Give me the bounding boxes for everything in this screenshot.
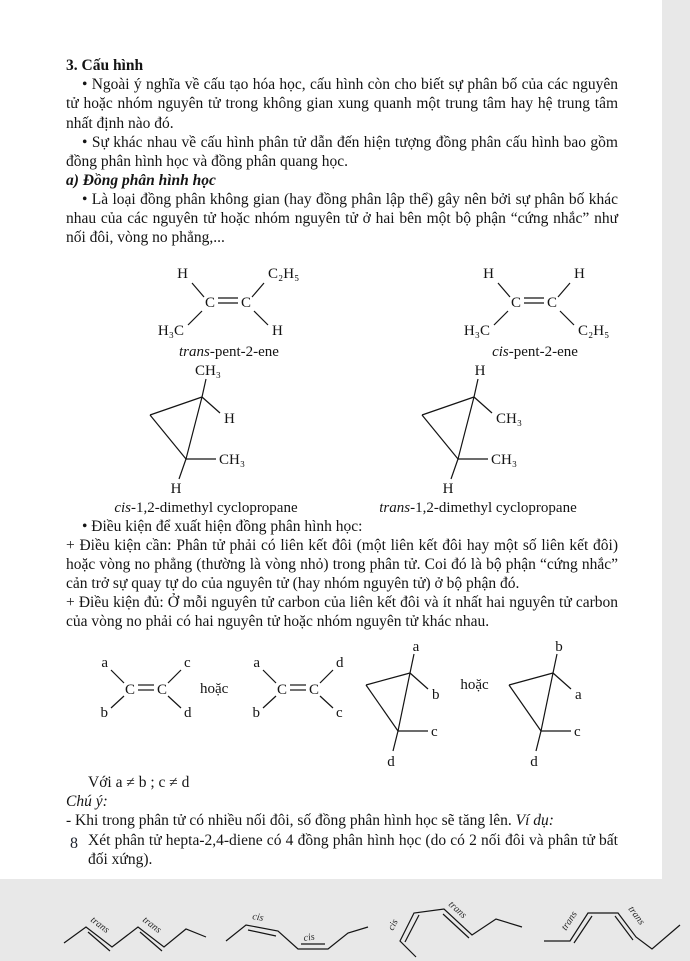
carbon-chain — [226, 925, 368, 949]
structure-diene-trans-trans — [60, 879, 210, 957]
double-bond — [140, 932, 162, 951]
atom-label: C — [240, 294, 252, 311]
bond — [393, 731, 398, 751]
bond — [179, 459, 186, 479]
figure-trans-pent-2-ene — [124, 251, 334, 361]
double-bond — [405, 915, 419, 942]
atom-label: H — [177, 265, 188, 282]
bond — [254, 311, 268, 325]
caption-trans-pent-2-ene: trans-pent-2-ene — [179, 343, 279, 360]
double-bond — [443, 914, 469, 938]
figure-row-pentene-isomers — [124, 251, 618, 361]
atom-label: H — [574, 265, 585, 282]
double-bond — [88, 932, 110, 951]
figure-row-generic-conditions — [82, 639, 618, 771]
figure-cis-dimethylcyclopropane — [96, 363, 316, 517]
substituent-condition: Với a ≠ b ; c ≠ d — [88, 774, 190, 792]
substituent-label: b — [554, 639, 563, 656]
atom-label: H — [483, 265, 494, 282]
substituent-label: d — [336, 655, 344, 672]
atom-label: C — [510, 294, 522, 311]
atom-label: CH₃ — [194, 362, 222, 379]
bond — [498, 283, 510, 297]
bond — [410, 654, 414, 673]
ring-bond — [150, 397, 202, 415]
atom-label: CH₃ — [219, 451, 246, 468]
double-bond — [248, 930, 276, 936]
atom-label: C₂H₅ — [578, 322, 610, 339]
structure-cis-pent-2-ene — [430, 251, 640, 341]
bond — [202, 379, 206, 397]
atom-label: H — [442, 480, 454, 497]
atom-label: C — [204, 294, 216, 311]
structure-trans-dimethylcyclopropane — [368, 363, 588, 497]
ring-bond — [150, 415, 186, 459]
atom-label: C₂H₅ — [268, 265, 300, 282]
structure-diene-cis-trans — [380, 879, 530, 961]
bond — [410, 673, 428, 689]
bond — [553, 654, 557, 673]
substituent-label: a — [412, 639, 420, 656]
bond — [451, 459, 458, 479]
figure-trans-dimethylcyclopropane — [368, 363, 588, 517]
bond — [553, 673, 571, 689]
ring-bond — [509, 685, 541, 731]
figure-cis-pent-2-ene — [430, 251, 640, 361]
atom-label: H — [224, 410, 235, 427]
bond — [474, 379, 478, 397]
bond — [494, 311, 508, 325]
ring-bond — [186, 397, 202, 459]
carbon-chain — [64, 927, 206, 947]
section-heading: 3. Cấu hình — [66, 57, 144, 74]
atom-label: C — [546, 294, 558, 311]
bond — [560, 311, 574, 325]
substituent-label: c — [431, 724, 438, 741]
ring-bond — [422, 415, 458, 459]
ring-bond — [366, 673, 410, 685]
paragraph-geometric-isomer-definition: • Là loại đồng phân không gian (hay đồng phân lập thể) gây nên bởi sự phân bố khác nhau của các nguyên tử hoặc nhóm nguyên tử ở hai bên một bộ phận “cứng nhắc” như nối đôi, vòng no phẳng,... — [66, 190, 618, 246]
bond — [111, 670, 124, 683]
bond — [188, 311, 202, 325]
substituent-label: a — [101, 655, 108, 672]
ring-bond — [509, 673, 553, 685]
bond — [168, 696, 181, 708]
ring-bond — [366, 685, 398, 731]
substituent-label: b — [252, 705, 261, 722]
caption-trans-dimethylcyclopropane: trans-1,2-dimethyl cyclopropane — [379, 499, 577, 516]
substituent-label: d — [529, 754, 538, 771]
bond — [168, 670, 181, 683]
caption-cis-dimethylcyclopropane: cis-1,2-dimethyl cyclopropane — [114, 499, 298, 516]
condition-intro: • Điều kiện để xuất hiện đồng phân hình học: — [82, 517, 363, 535]
note-label: Chú ý: — [66, 793, 108, 811]
bond-geometry-label: trans — [559, 909, 580, 933]
substituent-label: d — [387, 754, 396, 771]
atom-label: C — [124, 682, 136, 699]
substituent-label: a — [253, 655, 261, 672]
page-number: 8 — [70, 835, 78, 852]
substituent-label: b — [100, 705, 108, 722]
atom-label: C — [277, 682, 288, 699]
structure-generic-ring-1 — [352, 639, 454, 771]
atom-label: H — [474, 362, 486, 379]
substituent-label: c — [184, 655, 191, 672]
structure-generic-alkene-2 — [234, 639, 346, 731]
caption-cis-pent-2-ene: cis-pent-2-ene — [492, 343, 578, 360]
atom-label: CH₃ — [496, 410, 523, 427]
structure-cis-dimethylcyclopropane — [96, 363, 316, 497]
figure-row-heptadiene-isomers — [60, 879, 680, 961]
bond — [320, 670, 333, 683]
ring-bond — [422, 397, 474, 415]
ring-bond — [541, 673, 553, 731]
or-word: hoặc — [460, 677, 489, 694]
atom-label: H₃C — [157, 322, 184, 339]
bond — [263, 670, 276, 683]
condition-necessary: + Điều kiện cần: Phân tử phải có liên kết đôi (một liên kết đôi hay một số liên kết đôi) hoặc vòng no phẳng (thường là vòng nhỏ) trong phân tử. Coi đó là bộ phận “cứng nhắc” cản trở sự quay tự do của nguyên tử (hay nhóm nguyên tử) ở bộ phận đó. — [66, 537, 618, 593]
or-word: hoặc — [200, 681, 229, 698]
atom-label: C — [156, 682, 168, 699]
substituent-label: d — [184, 705, 192, 722]
ring-bond — [458, 397, 474, 459]
note-multiple-double-bonds: - Khi trong phân tử có nhiều nối đôi, số đồng phân hình học sẽ tăng lên. Ví dụ: — [66, 812, 554, 830]
substituent-label: a — [574, 687, 582, 704]
bond-geometry-label: cis — [385, 917, 401, 932]
figure-row-cyclopropane-isomers — [96, 363, 618, 517]
atom-label: H₃C — [463, 322, 490, 339]
bond-geometry-label: cis — [302, 931, 316, 944]
substituent-label: b — [432, 687, 440, 704]
bond-geometry-label: trans — [625, 903, 647, 927]
example-label: Ví dụ: — [515, 812, 554, 830]
bond — [320, 696, 333, 708]
double-bond — [615, 916, 633, 940]
condition-sufficient: + Điều kiện đủ: Ở mỗi nguyên tử carbon của liên kết đôi và ít nhất hai nguyên tử carbon của vòng no phải có hai nguyên tử hoặc nhóm nguyên tử khác nhau. — [66, 594, 618, 631]
bond-geometry-label: trans — [88, 914, 112, 936]
note-hepta-diene-example: Xét phân tử hepta-2,4-diene có 4 đồng phân hình học (do có 2 nối đôi và phân tử bất đối xứng). — [88, 831, 618, 868]
bond — [536, 731, 541, 751]
substituent-label: c — [336, 705, 343, 722]
bond — [192, 283, 204, 297]
structure-generic-alkene-1 — [82, 639, 194, 731]
atom-label: CH₃ — [491, 451, 518, 468]
bond — [111, 696, 124, 708]
structure-diene-cis-cis — [220, 879, 370, 957]
paragraph-configuration-difference: • Sự khác nhau về cấu hình phân tử dẫn đến hiện tượng đồng phân cấu hình bao gồm đồng phân hình học và đồng phân quang học. — [66, 133, 618, 170]
bond — [202, 397, 220, 413]
structure-diene-trans-trans-2 — [540, 879, 690, 961]
bond-geometry-label: cis — [251, 910, 265, 924]
bond — [252, 283, 264, 297]
atom-label: H — [272, 322, 283, 339]
bond-geometry-label: trans — [445, 898, 469, 921]
bond — [263, 696, 276, 708]
bond — [474, 397, 492, 413]
paragraph-configuration-meaning: • Ngoài ý nghĩa về cấu tạo hóa học, cấu hình còn cho biết sự phân bố của các nguyên tử hoặc nhóm nguyên tử trong không gian xung quanh một trung tâm hay hệ trung tâm nhất định nào đó. — [66, 76, 618, 132]
ring-bond — [398, 673, 410, 731]
structure-generic-ring-2 — [495, 639, 597, 771]
bond — [558, 283, 570, 297]
subsection-heading-geometric-isomers: a) Đồng phân hình học — [66, 171, 216, 189]
bond-geometry-label: trans — [140, 914, 164, 936]
atom-label: C — [309, 682, 320, 699]
structure-trans-pent-2-ene — [124, 251, 334, 341]
substituent-label: c — [573, 724, 581, 741]
atom-label: H — [170, 480, 182, 497]
